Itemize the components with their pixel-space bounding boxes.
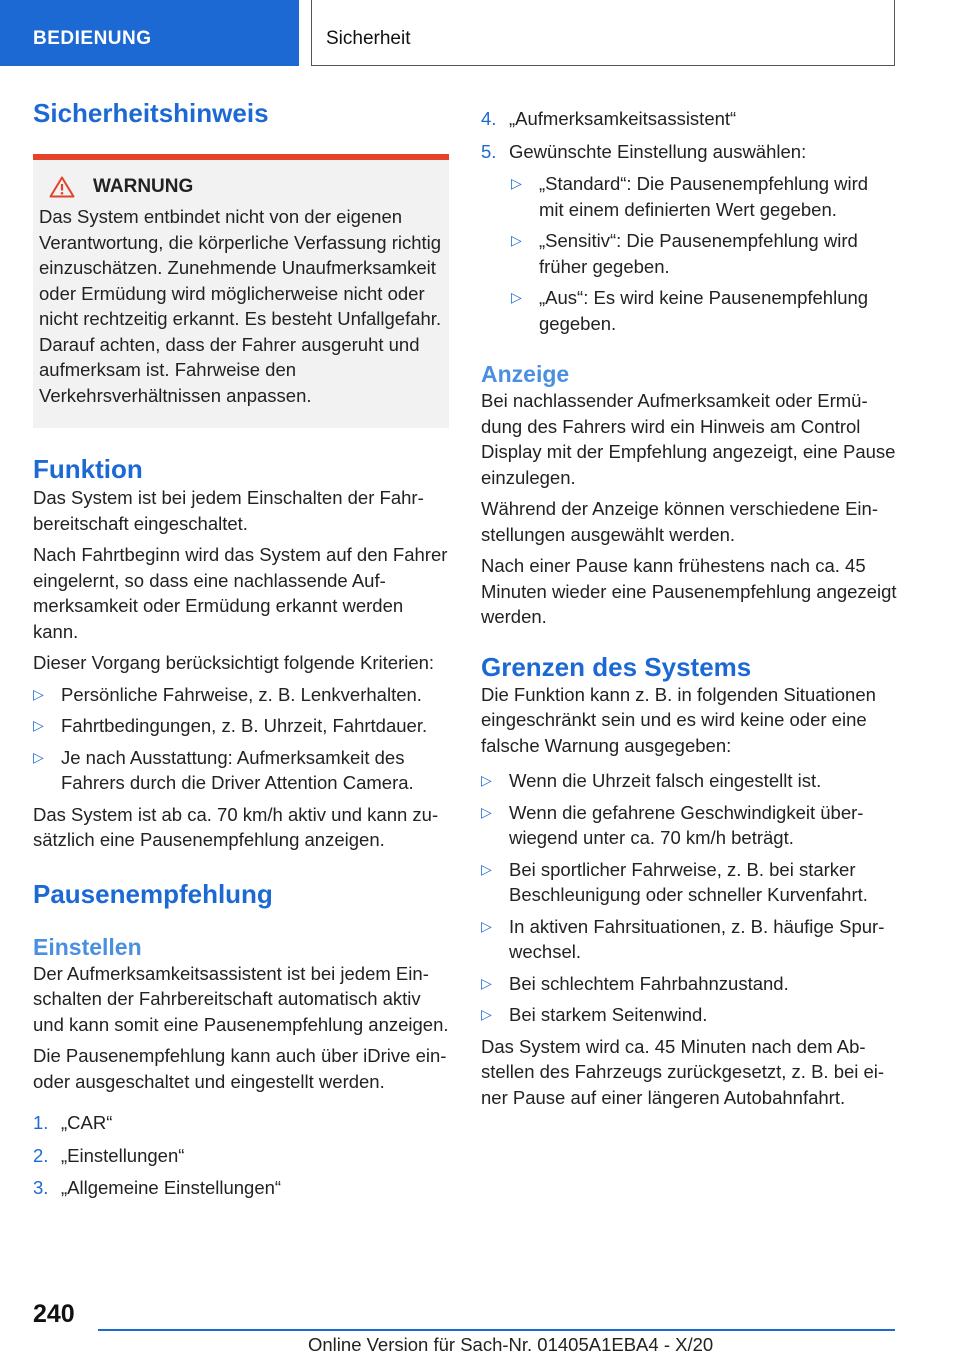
paragraph: Nach einer Pause kann frühestens nach ca. 45 Minuten wieder eine Pausenempfehlung angezeigt werden. [481,555,897,627]
warning-header [49,176,443,198]
paragraph: Der Aufmerksamkeitsassistent ist bei jedem Einschalten der Fahrbereitschaft automatisch aktiv und kann somit eine Pausenempfehlung anzeigen. [33,962,449,1035]
subheading-anzeige: Anzeige [481,361,570,387]
right-column [481,106,897,1116]
bullet-triangle-icon: ▷ [33,685,44,702]
warning-box [33,154,449,428]
list-item: ▷ Persönliche Fahrweise, z. B. Lenkverhalten. [33,682,449,708]
heading-pausenempfehlung: Pausenempfehlung [33,878,273,909]
bullet-triangle-icon: ▷ [481,772,492,788]
bullet-triangle-icon: ▷ [481,860,492,877]
list-item: ▷ Bei sportlicher Fahrweise, z. B. bei starker Beschleunigung oder schneller Kurvenfahrt. [481,858,868,905]
bullet-triangle-icon: ▷ [511,289,522,305]
list-item: ▷ Bei starkem Seitenwind. [481,1002,897,1028]
section-tab: BEDIENUNG [0,0,299,66]
list-item: ▷ In aktiven Fahrsituationen, z. B. häufige Spurwechsel. [481,915,885,962]
left-column [33,98,449,1208]
paragraph: Dieser Vorgang berücksichtigt folgende Kriterien: [33,652,435,673]
warning-text: Das System entbindet nicht von der eigenen Verantwortung, die körperliche Verfassung richtig einzuschätzen. Zunehmende Unaufmerksamkeit oder Ermüdung wird möglicherweise nicht oder nicht rechtzeitig erkannt. Es besteht Unfallgefahr. Darauf achten, dass der Fahrer ausgeruht und aufmerksam ist. Fahrweise den Verkehrsverhältnissen anpassen. [39,206,442,406]
paragraph: Während der Anzeige können verschiedene Einstellungen ausgewählt werden. [481,498,878,545]
bullet-triangle-icon: ▷ [33,748,44,765]
list-item: ▷ Wenn die gefahrene Geschwindigkeit überwiegend unter ca. 70 km/h beträgt. [481,801,864,848]
subheading-einstellen: Einstellen [33,933,142,960]
heading-funktion: Funktion [33,454,143,484]
bullet-triangle-icon: ▷ [481,1006,492,1022]
paragraph: Bei nachlassender Aufmerksamkeit oder Ermüdung des Fahrers wird ein Hinweis am Control Display mit der Empfehlung angezeigt, eine Pause einzulegen. [481,390,896,488]
paragraph: Das System ist bei jedem Einschalten der Fahrbereitschaft eingeschaltet. [33,487,424,534]
heading-grenzen: Grenzen des Systems [481,651,752,682]
page-number: 240 [33,1300,75,1328]
heading-sicherheitshinweis: Sicherheitshinweis [33,98,269,128]
list-item: ▷ Bei schlechtem Fahrbahnzustand. [481,971,897,997]
list-item: 4. „Aufmerksamkeitsassistent“ [481,108,737,129]
steps-list [33,1110,449,1201]
bullet-triangle-icon: ▷ [481,917,492,934]
list-item: ▷ Je nach Ausstattung: Aufmerksamkeit des Fahrers durch die Driver Attention Camera. [33,746,414,793]
options-list [481,171,897,336]
bullet-triangle-icon: ▷ [481,803,492,820]
bullet-triangle-icon: ▷ [481,974,492,991]
list-item: 3. „Allgemeine Einstellungen“ [33,1177,282,1198]
chapter-title: Sicherheit [311,0,895,66]
paragraph: Nach Fahrtbeginn wird das System auf den Fahrer eingelernt, so dass eine nachlassende Aufmerksamkeit oder Ermüdung erkannt werden kann. [33,544,448,642]
list-item: ▷ „Standard“: Die Pausenempfehlung wird mit einem definierten Wert gegeben. [511,173,869,220]
bullet-triangle-icon: ▷ [511,175,522,191]
paragraph: Die Pausenempfehlung kann auch über iDrive ein- oder ausgeschaltet und eingestellt werden. [33,1045,447,1092]
list-item: 5. Gewünschte Einstellung auswählen: [481,140,807,162]
list-item: 1. „CAR“ [33,1112,113,1133]
list-item: ▷ Fahrtbedingungen, z. B. Uhrzeit, Fahrtdauer. [33,713,449,739]
criteria-list [33,682,449,796]
steps-list-continued [481,106,897,164]
bullet-triangle-icon: ▷ [511,232,522,248]
limits-list [481,768,897,1028]
warning-label: WARNUNG [93,176,194,197]
paragraph: Das System wird ca. 45 Minuten nach dem Abstellen des Fahrzeugs zurückgesetzt, z. B. bei einer Pause auf einer längeren Autobahnfahrt. [481,1035,885,1108]
list-item: 2. „Einstellungen“ [33,1144,185,1166]
bullet-triangle-icon: ▷ [33,717,44,733]
list-item: ▷ Wenn die Uhrzeit falsch eingestellt ist. [481,768,897,794]
list-item: ▷ „Aus“: Es wird keine Pausenempfehlung gegeben. [511,287,869,334]
list-item: ▷ „Sensitiv“: Die Pausenempfehlung wird früher gegeben. [511,230,858,277]
warning-triangle-icon [49,176,75,198]
paragraph: Das System ist ab ca. 70 km/h aktiv und kann zusätzlich eine Pausenempfehlung anzeigen. [33,803,439,850]
footer-text: Online Version für Sach-Nr. 01405A1EBA4 - X/20 [308,1334,714,1355]
paragraph: Die Funktion kann z. B. in folgenden Situationen eingeschränkt sein und es wird keine oder eine falsche Warnung ausgegeben: [481,683,876,756]
footer-divider [98,1329,895,1331]
